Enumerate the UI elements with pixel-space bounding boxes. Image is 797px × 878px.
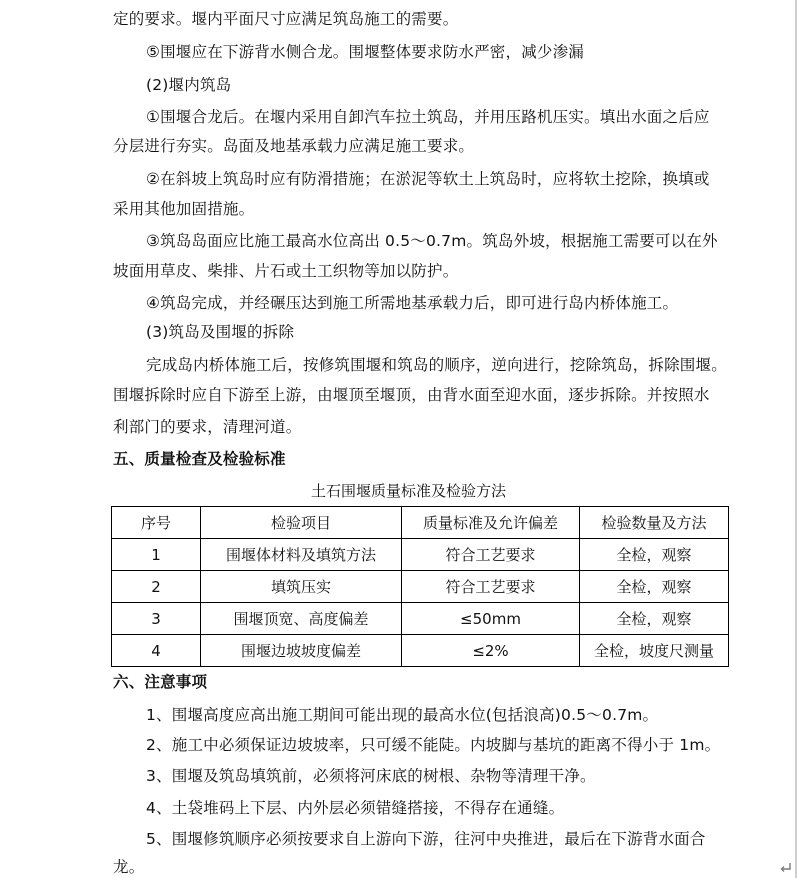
- paragraph-return-icon: [779, 862, 793, 874]
- table-cell: ≤50mm: [402, 603, 580, 635]
- note-item: 3、围堰及筑岛填筑前，必须将河床底的树根、杂物等清理干净。: [146, 767, 596, 785]
- table-row: [112, 571, 729, 603]
- table-header-cell: 序号: [112, 507, 201, 539]
- table-header-row: [112, 507, 729, 539]
- table-row: [112, 603, 729, 635]
- section-heading: 六、注意事项: [113, 673, 208, 691]
- table-cell: 全检，坡度尺测量: [580, 635, 729, 667]
- table-cell: 围堰边坡坡度偏差: [201, 635, 402, 667]
- table-cell: 围堰顶宽、高度偏差: [201, 603, 402, 635]
- paragraph-line: 分层进行夯实。岛面及地基承载力应满足施工要求。: [113, 137, 475, 155]
- paragraph-line: ④筑岛完成，并经碾压达到施工所需地基承载力后，即可进行岛内桥体施工。: [146, 294, 679, 312]
- table-cell: ≤2%: [402, 635, 580, 667]
- paragraph-line: ①围堰合龙后。在堰内采用自卸汽车拉土筑岛，并用压路机压实。填出水面之后应: [146, 108, 710, 126]
- table-cell: 符合工艺要求: [402, 539, 580, 571]
- table-title: 土石围堰质量标准及检验方法: [310, 482, 506, 500]
- table-cell: 填筑压实: [201, 571, 402, 603]
- table-header-cell: 检验数量及方法: [580, 507, 729, 539]
- table-cell: 4: [112, 635, 201, 667]
- note-item: 2、施工中必须保证边坡坡率，只可缓不能陡。内坡脚与基坑的距离不得小于 1m。: [146, 736, 721, 754]
- paragraph-line: 坡面用草皮、柴排、片石或土工织物等加以防护。: [113, 262, 459, 280]
- paragraph-line: 围堰拆除时应自下游至上游，由堰顶至堰顶，由背水面至迎水面，逐步拆除。并按照水: [113, 386, 710, 404]
- subheading: (2)堰内筑岛: [146, 76, 232, 94]
- paragraph-line: 采用其他加固措施。: [113, 200, 255, 218]
- table-header-cell: 检验项目: [201, 507, 402, 539]
- table-cell: 全检，观察: [580, 539, 729, 571]
- paragraph-line: 利部门的要求，清理河道。: [113, 418, 302, 436]
- paragraph-line: ③筑岛岛面应比施工最高水位高出 0.5～0.7m。筑岛外坡，根据施工需要可以在外: [146, 232, 718, 250]
- table-cell: 2: [112, 571, 201, 603]
- table-cell: 3: [112, 603, 201, 635]
- table-cell: 全检，观察: [580, 571, 729, 603]
- section-heading: 五、质量检查及检验标准: [113, 450, 286, 468]
- table-row: [112, 635, 729, 667]
- subheading: (3)筑岛及围堰的拆除: [146, 323, 295, 341]
- quality-table: [111, 506, 729, 667]
- paragraph-line: ⑤围堰应在下游背水侧合龙。围堰整体要求防水严密，减少渗漏: [146, 43, 584, 61]
- table-header-cell: 质量标准及允许偏差: [402, 507, 580, 539]
- paragraph-line: 定的要求。堰内平面尺寸应满足筑岛施工的需要。: [113, 10, 459, 28]
- note-item: 1、围堰高度应高出施工期间可能出现的最高水位(包括浪高)0.5～0.7m。: [146, 706, 659, 724]
- note-item: 4、土袋堆码上下层、内外层必须错缝搭接，不得存在通缝。: [146, 799, 565, 817]
- table-cell: 1: [112, 539, 201, 571]
- table-cell: 围堰体材料及填筑方法: [201, 539, 402, 571]
- note-item: 龙。: [113, 858, 145, 876]
- paragraph-line: 完成岛内桥体施工后，按修筑围堰和筑岛的顺序，逆向进行，挖除筑岛，拆除围堰。: [146, 356, 727, 374]
- paragraph-line: ②在斜坡上筑岛时应有防滑措施；在淤泥等软土上筑岛时，应将软土挖除，换填或: [146, 170, 710, 188]
- table-row: [112, 539, 729, 571]
- table-cell: 全检，观察: [580, 603, 729, 635]
- note-item: 5、围堰修筑顺序必须按要求自上游向下游，往河中央推进，最后在下游背水面合: [146, 830, 706, 848]
- table-cell: 符合工艺要求: [402, 571, 580, 603]
